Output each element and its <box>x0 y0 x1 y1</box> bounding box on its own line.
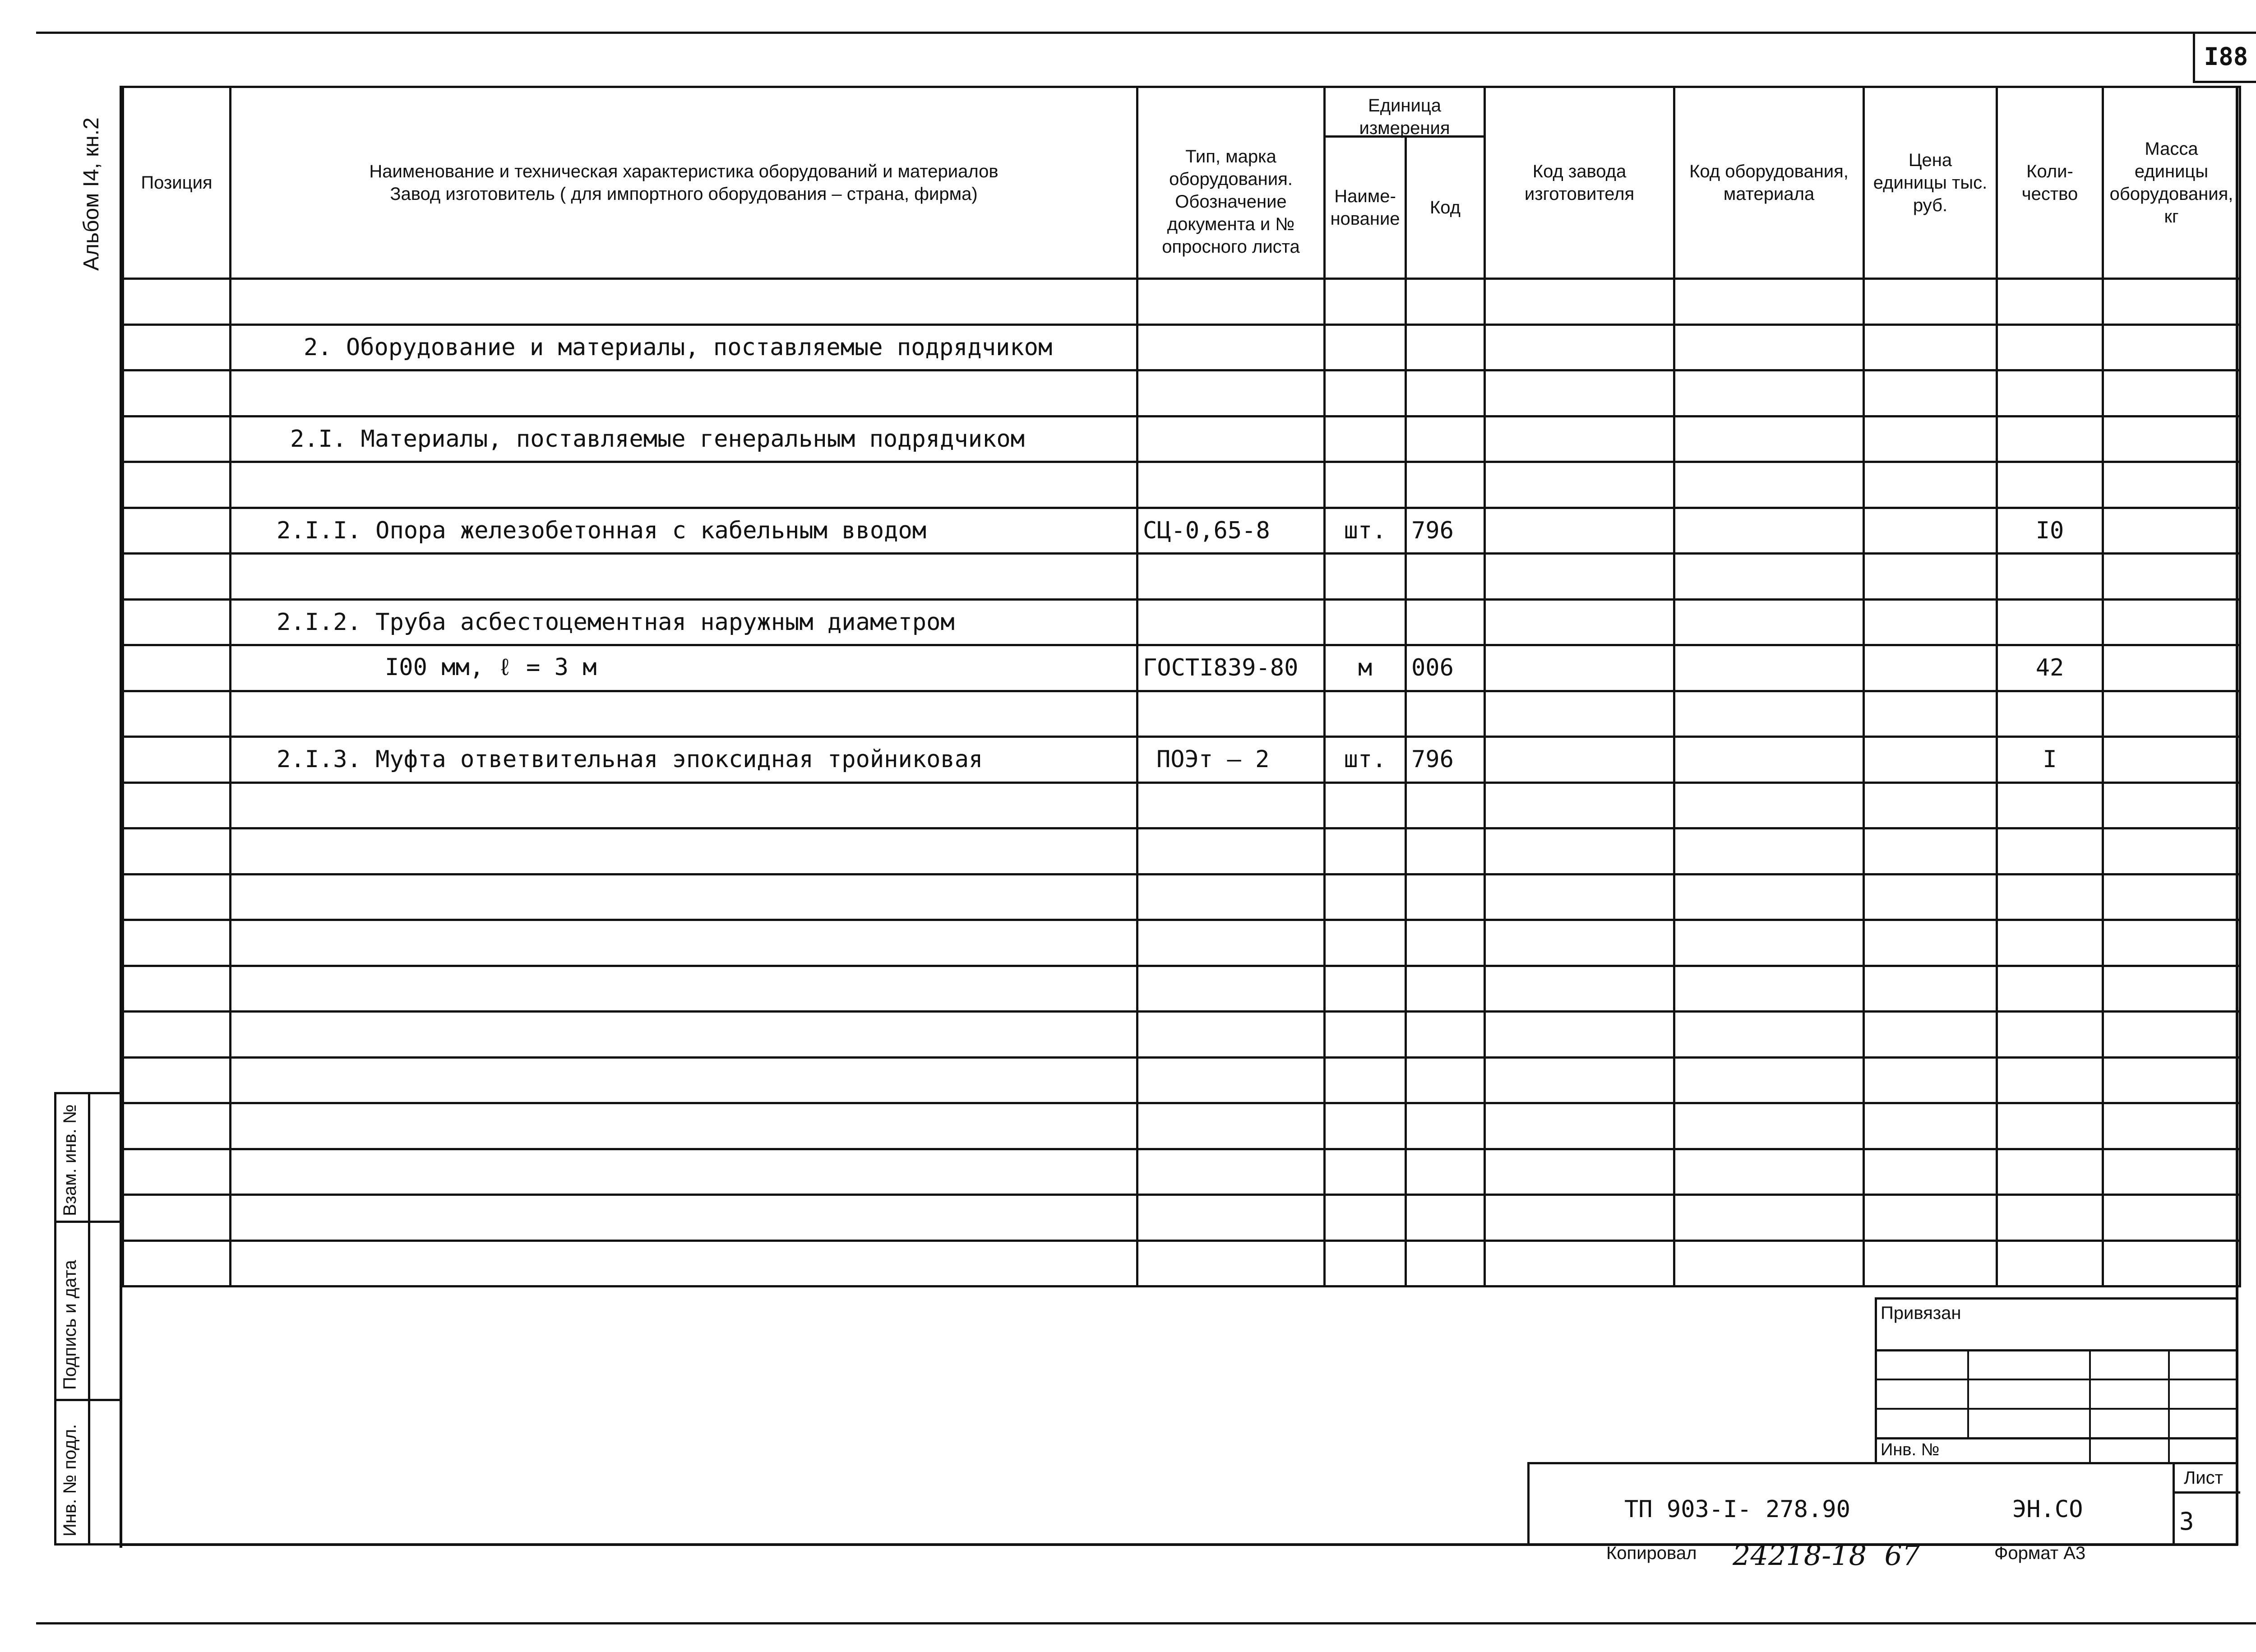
col-name <box>231 87 1137 279</box>
row-type <box>1137 324 1325 370</box>
row-type <box>1137 1195 1325 1241</box>
row-qty <box>1997 1149 2103 1195</box>
sidebar-signature-box <box>54 1221 122 1401</box>
row-qty <box>1997 828 2103 875</box>
row-code <box>1406 1149 1485 1195</box>
row-code <box>1406 966 1485 1012</box>
row-type: ПОЭт – 2 <box>1137 737 1325 783</box>
row-code <box>1406 1057 1485 1103</box>
row-unit <box>1325 324 1406 370</box>
col-name-line2: Завод изготовитель ( для импортного оборудования – страна, фирма) <box>390 184 978 204</box>
row-qty <box>1997 599 2103 645</box>
designation-stamp-box <box>1527 1462 2238 1546</box>
row-type <box>1137 279 1325 325</box>
specification-table <box>122 86 2241 1287</box>
row-qty <box>1997 691 2103 737</box>
row-type <box>1137 920 1325 966</box>
row-type <box>1137 462 1325 508</box>
row-code <box>1406 416 1485 462</box>
row-name <box>231 1012 1137 1058</box>
album-label: Альбом I4, кн.2 <box>79 117 103 271</box>
col-mass: Масса единицы оборудования, кг <box>2103 87 2240 279</box>
row-qty <box>1997 1012 2103 1058</box>
row-name <box>231 920 1137 966</box>
row-unit <box>1325 966 1406 1012</box>
row-unit: м <box>1325 645 1406 691</box>
row-unit <box>1325 1103 1406 1149</box>
row-qty <box>1997 324 2103 370</box>
table-row <box>123 1149 2240 1195</box>
col-unit-group <box>1325 87 1485 279</box>
row-qty <box>1997 1195 2103 1241</box>
table-row <box>123 370 2240 416</box>
row-code: 006 <box>1406 645 1485 691</box>
table-row <box>123 782 2240 828</box>
row-code: 796 <box>1406 508 1485 554</box>
col-name-line1: Наименование и техническая характеристика оборудований и материалов <box>369 162 999 181</box>
row-qty <box>1997 782 2103 828</box>
row-type <box>1137 416 1325 462</box>
row-code <box>1406 554 1485 600</box>
row-unit <box>1325 920 1406 966</box>
row-name <box>231 462 1137 508</box>
table-header-row <box>123 87 2240 279</box>
row-name <box>231 966 1137 1012</box>
row-name <box>231 1057 1137 1103</box>
row-qty <box>1997 966 2103 1012</box>
row-qty <box>1997 279 2103 325</box>
table-row <box>123 966 2240 1012</box>
row-type <box>1137 874 1325 920</box>
table-row <box>123 1240 2240 1286</box>
row-unit <box>1325 874 1406 920</box>
row-unit <box>1325 554 1406 600</box>
row-name: I00 мм, ℓ = 3 м <box>231 645 1137 691</box>
row-code <box>1406 874 1485 920</box>
row-type <box>1137 1149 1325 1195</box>
row-unit <box>1325 462 1406 508</box>
sheet-number: I88 <box>2204 42 2248 71</box>
row-unit <box>1325 279 1406 325</box>
table-row <box>123 691 2240 737</box>
row-unit <box>1325 1057 1406 1103</box>
row-name <box>231 1195 1137 1241</box>
row-type <box>1137 1103 1325 1149</box>
row-qty <box>1997 1057 2103 1103</box>
row-code <box>1406 1240 1485 1286</box>
row-unit: шт. <box>1325 737 1406 783</box>
row-name <box>231 279 1137 325</box>
row-name: 2.I.2. Труба асбестоцементная наружным диаметром <box>231 599 1137 645</box>
row-name <box>231 828 1137 875</box>
col-equipment-code: Код оборудования, материала <box>1674 87 1864 279</box>
row-qty <box>1997 416 2103 462</box>
col-factory-code: Код завода изготовителя <box>1485 87 1674 279</box>
row-unit <box>1325 599 1406 645</box>
col-type: Тип, марка оборудования. Обозначение документа и № опросного листа <box>1137 87 1325 279</box>
row-qty: I <box>1997 737 2103 783</box>
row-code <box>1406 1195 1485 1241</box>
attached-label: Привязан <box>1881 1303 1961 1323</box>
table-row <box>123 416 2240 462</box>
copied-label: Копировал <box>1606 1543 1697 1563</box>
row-qty <box>1997 462 2103 508</box>
row-code <box>1406 279 1485 325</box>
row-type <box>1137 599 1325 645</box>
row-type <box>1137 828 1325 875</box>
row-type <box>1137 554 1325 600</box>
row-type <box>1137 782 1325 828</box>
row-code <box>1406 462 1485 508</box>
row-name: 2.I. Материалы, поставляемые генеральным подрядчиком <box>231 416 1137 462</box>
table-row <box>123 1195 2240 1241</box>
sidebar-signature-label: Подпись и дата <box>60 1260 80 1390</box>
row-name: 2.I.3. Муфта ответвительная эпоксидная тройниковая <box>231 737 1137 783</box>
row-unit <box>1325 1149 1406 1195</box>
table-row <box>123 279 2240 325</box>
col-unit-name: Наиме-нование <box>1326 138 1407 278</box>
top-frame-line <box>36 32 2256 34</box>
row-code <box>1406 324 1485 370</box>
row-name <box>231 1103 1137 1149</box>
row-code <box>1406 691 1485 737</box>
format-label: Формат А3 <box>1994 1543 2086 1563</box>
row-code <box>1406 1012 1485 1058</box>
row-qty: I0 <box>1997 508 2103 554</box>
row-unit: шт. <box>1325 508 1406 554</box>
row-code <box>1406 370 1485 416</box>
row-unit <box>1325 1195 1406 1241</box>
row-code <box>1406 828 1485 875</box>
table-row <box>123 1012 2240 1058</box>
row-name <box>231 1149 1137 1195</box>
row-type: ГОСТI839-80 <box>1137 645 1325 691</box>
row-qty <box>1997 554 2103 600</box>
row-qty <box>1997 370 2103 416</box>
row-name <box>231 1240 1137 1286</box>
table-row <box>123 737 2240 783</box>
row-unit <box>1325 1240 1406 1286</box>
row-code <box>1406 782 1485 828</box>
table-row <box>123 1103 2240 1149</box>
col-quantity: Коли-чество <box>1997 87 2103 279</box>
row-type <box>1137 1012 1325 1058</box>
inv-no-label: Инв. № <box>1881 1440 1940 1459</box>
col-unit-code: Код <box>1429 198 1461 217</box>
row-name: 2.I.I. Опора железобетонная с кабельным вводом <box>231 508 1137 554</box>
col-price: Цена единицы тыс. руб. <box>1864 87 1997 279</box>
table-row <box>123 874 2240 920</box>
table-row <box>123 1057 2240 1103</box>
bottom-frame-line <box>36 1622 2256 1624</box>
table-row <box>123 828 2240 875</box>
copied-number: 24218-18 67 <box>1733 1539 1920 1572</box>
row-unit <box>1325 828 1406 875</box>
row-name <box>231 370 1137 416</box>
designation: ТП 903-I- 278.90 <box>1624 1496 1850 1523</box>
row-type <box>1137 691 1325 737</box>
row-code <box>1406 1103 1485 1149</box>
sheet-value: 3 <box>2179 1507 2194 1536</box>
row-type <box>1137 1240 1325 1286</box>
sheet-number-box <box>2193 32 2256 83</box>
row-unit <box>1325 416 1406 462</box>
table-row <box>123 508 2240 554</box>
row-name <box>231 782 1137 828</box>
row-qty <box>1997 1103 2103 1149</box>
row-name <box>231 554 1137 600</box>
unit-group-label: Единица измерения <box>1326 88 1484 138</box>
row-code <box>1406 599 1485 645</box>
row-type <box>1137 1057 1325 1103</box>
sheet-label: Лист <box>2184 1468 2223 1488</box>
row-name: 2. Оборудование и материалы, поставляемые подрядчиком <box>231 324 1137 370</box>
sidebar-replace-inv-box <box>54 1092 122 1223</box>
row-type: СЦ-0,65-8 <box>1137 508 1325 554</box>
row-name <box>231 691 1137 737</box>
row-qty <box>1997 1240 2103 1286</box>
row-unit <box>1325 1012 1406 1058</box>
row-code: 796 <box>1406 737 1485 783</box>
row-type <box>1137 966 1325 1012</box>
row-unit <box>1325 691 1406 737</box>
sidebar-inv-original-box <box>54 1399 122 1546</box>
sidebar-inv-original-label: Инв. № подл. <box>60 1424 80 1536</box>
table-row <box>123 554 2240 600</box>
row-unit <box>1325 782 1406 828</box>
row-qty: 42 <box>1997 645 2103 691</box>
table-row <box>123 599 2240 645</box>
table-row <box>123 920 2240 966</box>
row-type <box>1137 370 1325 416</box>
sidebar-replace-inv-label: Взам. инв. № <box>60 1104 80 1216</box>
row-unit <box>1325 370 1406 416</box>
table-row <box>123 324 2240 370</box>
table-row <box>123 645 2240 691</box>
row-qty <box>1997 874 2103 920</box>
row-name <box>231 874 1137 920</box>
row-code <box>1406 920 1485 966</box>
row-qty <box>1997 920 2103 966</box>
table-row <box>123 462 2240 508</box>
attached-stamp-box <box>1875 1297 2238 1464</box>
doc-code: ЭН.СО <box>2012 1496 2083 1523</box>
col-position: Позиция <box>123 87 231 279</box>
